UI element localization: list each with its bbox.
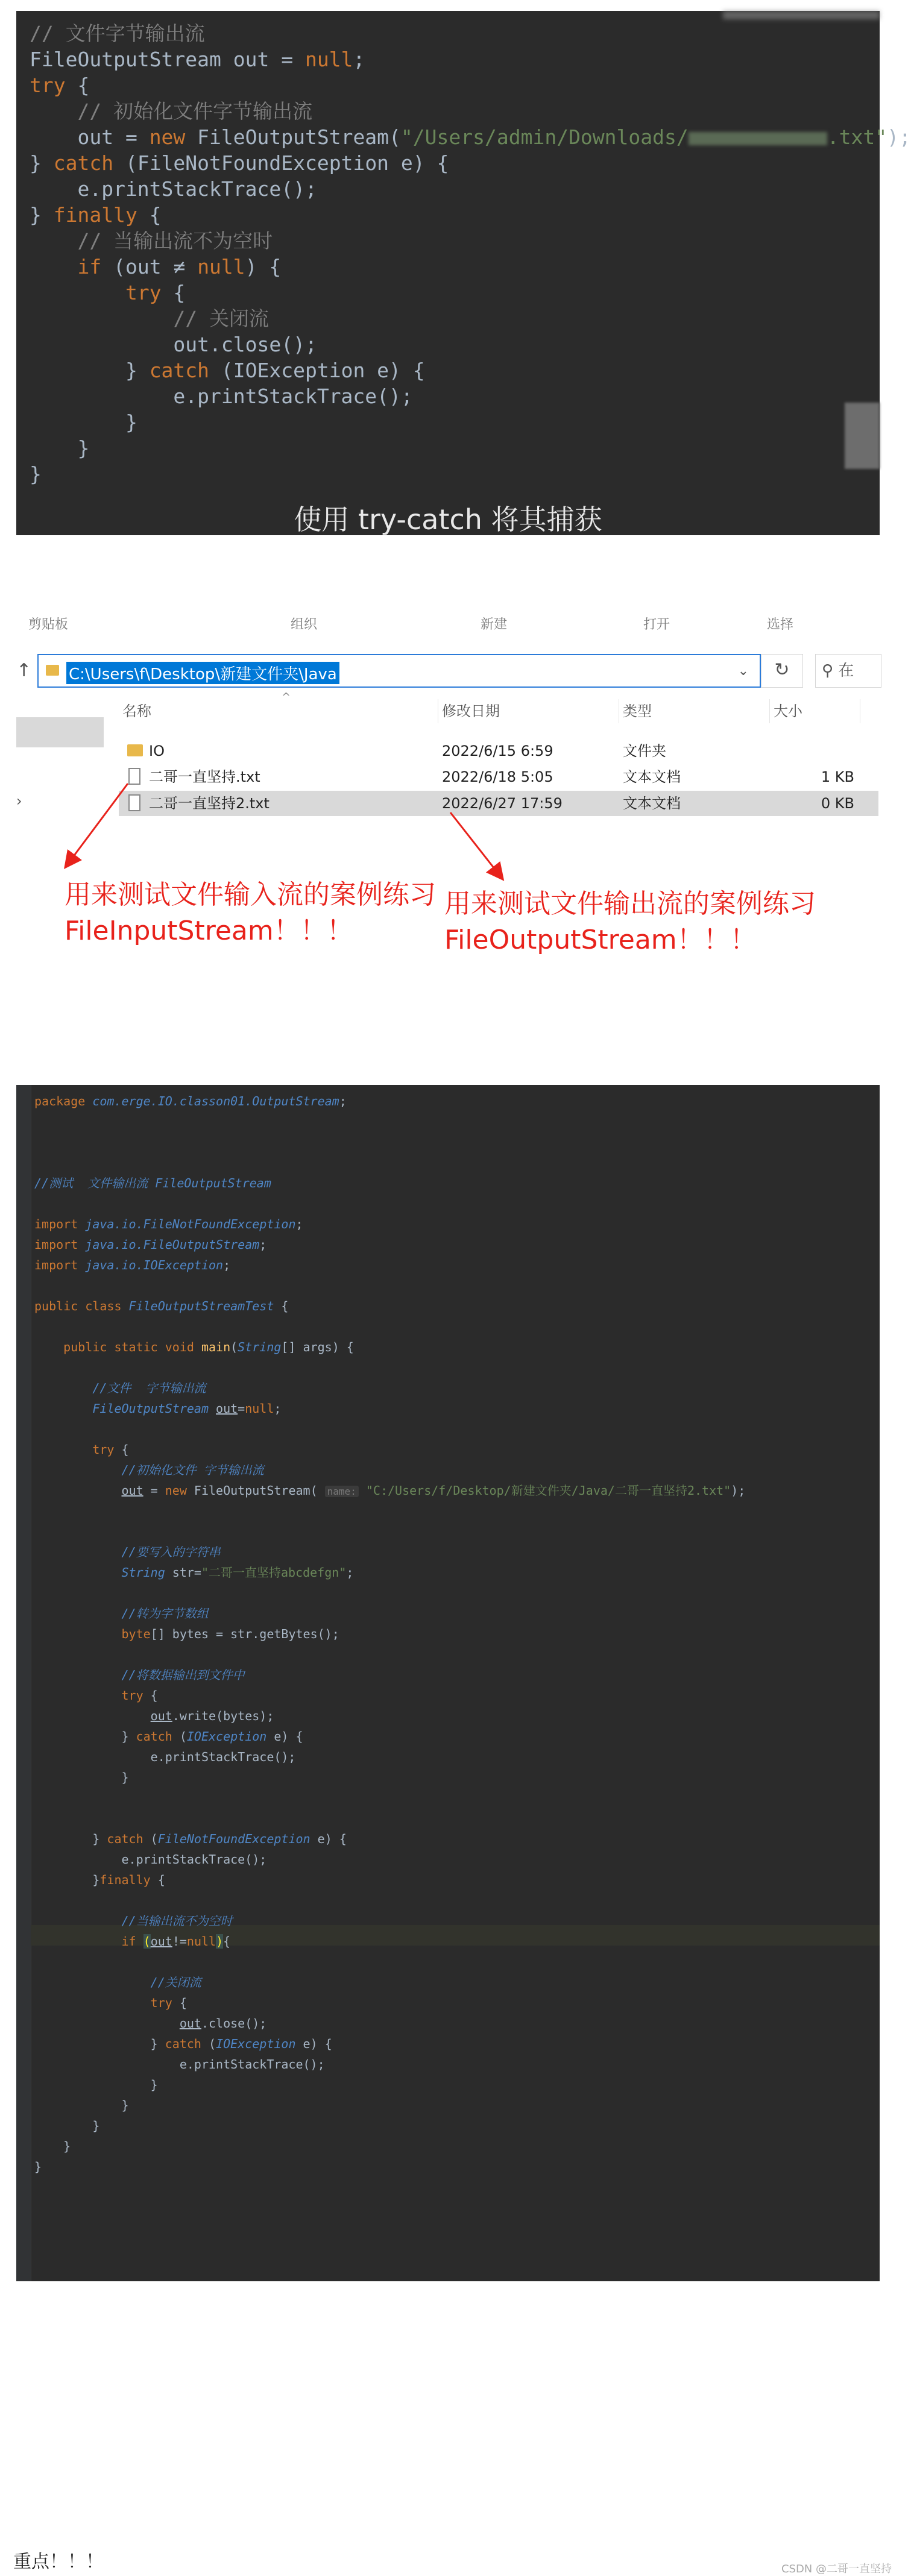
code-line bbox=[30, 98, 911, 124]
search-icon: ⚲ bbox=[822, 662, 834, 680]
code-line bbox=[34, 1685, 745, 1706]
code-line bbox=[34, 1952, 745, 1972]
code-line bbox=[34, 1829, 745, 1849]
code-token: != bbox=[172, 1934, 187, 1949]
column-headers bbox=[119, 691, 878, 723]
search-placeholder: 在 bbox=[838, 662, 854, 680]
code-line bbox=[34, 1993, 745, 2013]
code-token: [] args) { bbox=[281, 1340, 354, 1354]
code-token: com.erge.IO.classon01.OutputStream bbox=[92, 1094, 339, 1108]
ribbon-group-organize: 组织 bbox=[291, 617, 318, 632]
code-token bbox=[209, 1401, 216, 1416]
code-line bbox=[30, 461, 911, 487]
code-line bbox=[34, 1603, 745, 1624]
code-token: } bbox=[34, 2037, 165, 2051]
code-line bbox=[34, 1890, 745, 1911]
column-header-date[interactable]: 修改日期 bbox=[438, 699, 619, 723]
code-token: try bbox=[121, 1688, 143, 1703]
code-token: catch bbox=[107, 1832, 143, 1846]
code-line bbox=[30, 383, 911, 409]
code-line bbox=[34, 1255, 745, 1275]
code-token: import bbox=[34, 1258, 86, 1272]
code-line bbox=[34, 1296, 745, 1316]
column-header-size[interactable]: 大小 bbox=[770, 699, 860, 723]
annotation-input-stream bbox=[65, 877, 436, 949]
code-token: ; bbox=[259, 1237, 267, 1252]
code-token: String bbox=[121, 1565, 165, 1580]
code-token: try bbox=[30, 74, 66, 97]
code-token: ; bbox=[339, 1094, 347, 1108]
code-line bbox=[34, 1152, 745, 1173]
code-line bbox=[34, 2157, 745, 2177]
code-token: null bbox=[304, 48, 353, 71]
up-arrow-icon[interactable]: ↑ bbox=[16, 660, 32, 681]
code-token: // 文件字节输出流 bbox=[30, 22, 205, 45]
redacted-text bbox=[689, 132, 827, 145]
code-token: (IOException e) { bbox=[209, 359, 425, 382]
code-line bbox=[34, 1521, 745, 1542]
code-token bbox=[30, 255, 77, 278]
code-token: { bbox=[143, 1688, 158, 1703]
code-line bbox=[34, 2054, 745, 2075]
code-token: out bbox=[150, 1934, 172, 1949]
nav-pane-selected-item[interactable] bbox=[16, 717, 104, 747]
code-token: } bbox=[30, 151, 54, 175]
code-line bbox=[34, 1583, 745, 1603]
code-token: { bbox=[161, 281, 186, 304]
code-line bbox=[34, 1234, 745, 1255]
code-token bbox=[34, 1483, 122, 1498]
code-token: e.printStackTrace(); bbox=[30, 177, 317, 201]
code-token: ; bbox=[346, 1565, 354, 1580]
ribbon-group-select: 选择 bbox=[767, 617, 794, 632]
code-line bbox=[34, 1726, 745, 1747]
code-line bbox=[30, 176, 911, 202]
code-token: ( bbox=[143, 1934, 151, 1949]
code-line bbox=[34, 2116, 745, 2136]
code-token: } bbox=[30, 359, 150, 382]
code-line bbox=[30, 306, 911, 331]
code-token: catch bbox=[165, 2037, 201, 2051]
file-type: 文本文档 bbox=[623, 768, 681, 785]
code-token: "二哥一直坚持abcdefgn" bbox=[201, 1565, 347, 1580]
code-token: e) { bbox=[295, 2037, 332, 2051]
code-line bbox=[34, 1357, 745, 1378]
code-token: } bbox=[34, 2098, 129, 2113]
nav-pane-expander[interactable]: › bbox=[16, 793, 22, 809]
code-token: .close(); bbox=[201, 2016, 267, 2031]
code-token: FileOutputStream out = bbox=[30, 48, 305, 71]
code-line bbox=[34, 1870, 745, 1890]
code-line bbox=[34, 1480, 745, 1501]
annotation-input-line1: 用来测试文件输入流的案例练习 bbox=[65, 879, 436, 910]
annotation-arrows bbox=[16, 765, 880, 886]
folder-icon bbox=[127, 744, 143, 756]
blurred-overlay bbox=[723, 11, 880, 19]
code-line bbox=[34, 1562, 745, 1583]
code-token: e.printStackTrace(); bbox=[30, 385, 413, 408]
arrow-to-output-file bbox=[450, 812, 499, 874]
code-line bbox=[34, 1173, 745, 1193]
code-token: } bbox=[34, 1832, 107, 1846]
annotation-output-line1: 用来测试文件输出流的案例练习 bbox=[444, 888, 816, 919]
code-token: out = bbox=[30, 125, 150, 149]
file-date: 2022/6/18 5:05 bbox=[442, 768, 553, 785]
code-line bbox=[34, 1091, 745, 1111]
code-line bbox=[34, 1501, 745, 1521]
code-line bbox=[34, 1849, 745, 1870]
code-token: out bbox=[150, 1709, 172, 1723]
code-line bbox=[34, 1706, 745, 1726]
code-token: //将数据输出到文件中 bbox=[34, 1668, 245, 1682]
code-token: null bbox=[197, 255, 245, 278]
code-token: ) bbox=[216, 1934, 224, 1949]
code-token: public static void bbox=[63, 1340, 201, 1354]
arrow-to-input-file bbox=[69, 784, 128, 862]
file-row[interactable] bbox=[119, 738, 878, 764]
code-token: ( bbox=[230, 1340, 238, 1354]
code-token: ); bbox=[731, 1483, 746, 1498]
code-token: //要写入的字符串 bbox=[34, 1545, 221, 1559]
code-token: // 关闭流 bbox=[30, 307, 270, 330]
folder-icon bbox=[46, 665, 59, 676]
chevron-down-icon[interactable]: ⌄ bbox=[737, 664, 749, 679]
code-line bbox=[34, 1788, 745, 1808]
code-token: catch bbox=[149, 359, 210, 382]
code-token: java.io.FileOutputStream bbox=[85, 1237, 260, 1252]
code-token: java.io.FileNotFoundException bbox=[85, 1217, 296, 1231]
code-line bbox=[34, 1316, 745, 1337]
code-token: } bbox=[30, 410, 137, 434]
code-token: e.printStackTrace(); bbox=[34, 1750, 296, 1764]
code-token: out.close(); bbox=[30, 333, 317, 356]
code-token: try bbox=[125, 281, 162, 304]
code-token: ; bbox=[353, 48, 365, 71]
address-path[interactable]: C:\Users\f\Desktop\新建文件夹\Java bbox=[66, 662, 339, 684]
column-header-type[interactable]: 类型 bbox=[619, 699, 770, 723]
video-code-screenshot bbox=[16, 11, 911, 536]
code-token: public class bbox=[34, 1299, 129, 1313]
code-line bbox=[34, 1193, 745, 1214]
sort-caret-icon: ^ bbox=[282, 691, 291, 703]
code-line bbox=[30, 254, 911, 280]
csdn-watermark: CSDN @二哥一直坚持 bbox=[781, 2563, 892, 2575]
code-line bbox=[34, 1931, 745, 1952]
code-token: } bbox=[34, 2119, 100, 2133]
code-token: FileOutputStream( bbox=[186, 1483, 325, 1498]
code-block bbox=[30, 20, 911, 487]
code-token: if bbox=[121, 1934, 136, 1949]
code-line bbox=[34, 2136, 745, 2157]
code-line bbox=[34, 1132, 745, 1152]
code-token: java.io.IOException bbox=[85, 1258, 224, 1272]
code-line bbox=[34, 1111, 745, 1132]
code-token: catch bbox=[53, 151, 114, 175]
address-bar[interactable] bbox=[37, 654, 761, 688]
code-token: out bbox=[121, 1483, 143, 1498]
code-token: { bbox=[172, 1996, 187, 2010]
code-token: out bbox=[216, 1401, 238, 1416]
code-token bbox=[34, 1996, 151, 2010]
code-token: //关闭流 bbox=[34, 1975, 201, 1990]
code-token: byte bbox=[121, 1627, 151, 1641]
code-line bbox=[30, 46, 911, 72]
code-line bbox=[30, 435, 911, 461]
code-token: finally bbox=[99, 1873, 151, 1887]
code-line bbox=[30, 202, 911, 228]
code-token: (FileNotFoundException e) { bbox=[113, 151, 449, 175]
code-token: { bbox=[65, 74, 90, 97]
code-token: // 当输出流不为空时 bbox=[30, 229, 273, 253]
ribbon-group-new: 新建 bbox=[481, 617, 508, 632]
code-line bbox=[34, 1378, 745, 1398]
blurred-thumbnail bbox=[845, 403, 880, 469]
file-name: IO bbox=[149, 743, 165, 759]
code-token: } bbox=[34, 1729, 136, 1744]
code-token: [] bytes = str.getBytes(); bbox=[150, 1627, 339, 1641]
annotation-output-line2: FileOutputStream！！！ bbox=[444, 925, 757, 955]
code-token: ; bbox=[274, 1401, 282, 1416]
ide-code-editor bbox=[16, 1085, 880, 2281]
code-token bbox=[34, 1340, 63, 1354]
code-token bbox=[34, 1401, 92, 1416]
code-token: } bbox=[30, 436, 90, 460]
code-line bbox=[34, 1460, 745, 1480]
code-line bbox=[30, 409, 911, 435]
code-token bbox=[34, 1709, 151, 1723]
code-line bbox=[34, 1542, 745, 1562]
code-line bbox=[34, 2013, 745, 2034]
code-line bbox=[30, 72, 911, 98]
code-token bbox=[136, 1934, 143, 1949]
code-line bbox=[34, 1972, 745, 1993]
code-token: String bbox=[238, 1340, 282, 1354]
code-line bbox=[30, 20, 911, 46]
code-token: name: bbox=[325, 1486, 359, 1497]
address-bar-row bbox=[16, 654, 880, 690]
code-token bbox=[34, 1565, 122, 1580]
code-token: ; bbox=[223, 1258, 231, 1272]
code-token: FileOutputStreamTest bbox=[128, 1299, 274, 1313]
code-token: //当输出流不为空时 bbox=[34, 1914, 233, 1928]
code-line bbox=[34, 1911, 745, 1931]
code-token: //初始化文件 字节输出流 bbox=[34, 1463, 264, 1477]
code-token: null bbox=[186, 1934, 216, 1949]
video-subtitle: 使用 try-catch 将其捕获 bbox=[294, 503, 602, 536]
code-token: str= bbox=[165, 1565, 201, 1580]
code-token: import bbox=[34, 1237, 86, 1252]
code-token: FileNotFoundException bbox=[157, 1832, 310, 1846]
code-token: out bbox=[179, 2016, 201, 2031]
code-line bbox=[34, 1624, 745, 1644]
code-token: ( bbox=[143, 1832, 158, 1846]
code-line bbox=[34, 1398, 745, 1419]
code-token: //文件 字节输出流 bbox=[34, 1381, 206, 1395]
code-token: } bbox=[34, 2078, 158, 2092]
code-line bbox=[34, 2095, 745, 2116]
code-token: new bbox=[165, 1483, 187, 1498]
code-line bbox=[34, 1439, 745, 1460]
code-token: } bbox=[34, 2139, 71, 2153]
code-token: new bbox=[149, 125, 186, 149]
code-token: null bbox=[245, 1401, 274, 1416]
code-token: //测试 文件输出流 FileOutputStream bbox=[34, 1176, 271, 1190]
code-token: FileOutputStream( bbox=[185, 125, 401, 149]
code-token: try bbox=[92, 1442, 115, 1457]
refresh-icon: ↻ bbox=[774, 659, 790, 680]
code-token: try bbox=[150, 1996, 172, 2010]
code-line bbox=[34, 2075, 745, 2095]
code-token: } bbox=[34, 1873, 100, 1887]
file-date: 2022/6/15 6:59 bbox=[442, 743, 553, 759]
code-token: { bbox=[137, 203, 162, 227]
file-date: 2022/6/27 17:59 bbox=[442, 795, 563, 812]
code-token: e) { bbox=[266, 1729, 303, 1744]
code-token: // 初始化文件字节输出流 bbox=[30, 99, 313, 123]
annotation-output-stream bbox=[444, 886, 816, 958]
file-size: 1 KB bbox=[821, 768, 854, 785]
code-token: //转为字节数组 bbox=[34, 1606, 209, 1621]
code-line bbox=[34, 1747, 745, 1767]
code-token: e) { bbox=[310, 1832, 347, 1846]
code-line bbox=[30, 150, 911, 176]
code-token: if bbox=[77, 255, 102, 278]
code-token bbox=[34, 1934, 122, 1949]
file-size: 0 KB bbox=[821, 795, 854, 812]
code-token: IOException bbox=[186, 1729, 267, 1744]
code-token: { bbox=[114, 1442, 129, 1457]
code-token: "C:/Users/f/Desktop/新建文件夹/Java/二哥一直坚持2.txt" bbox=[365, 1483, 731, 1498]
code-token: .write(bytes); bbox=[172, 1709, 274, 1723]
code-token: package bbox=[34, 1094, 93, 1108]
code-line bbox=[34, 1214, 745, 1234]
ribbon-group-clipboard: 剪贴板 bbox=[28, 617, 69, 632]
code-token: } bbox=[34, 2160, 42, 2174]
code-token bbox=[34, 1688, 122, 1703]
code-token: import bbox=[34, 1217, 86, 1231]
code-token: e.printStackTrace(); bbox=[34, 2057, 325, 2072]
editor-gutter bbox=[16, 1085, 31, 2281]
code-line bbox=[34, 1337, 745, 1357]
file-type: 文件夹 bbox=[623, 743, 666, 759]
code-token: ; bbox=[295, 1217, 303, 1231]
code-token: .txt" bbox=[827, 125, 887, 149]
code-line bbox=[30, 331, 911, 357]
file-name: 二哥一直坚持2.txt bbox=[149, 795, 270, 812]
code-token: ( bbox=[172, 1729, 187, 1744]
code-token: } bbox=[30, 203, 54, 227]
code-token: (out ≠ bbox=[101, 255, 198, 278]
code-token: FileOutputStream bbox=[92, 1401, 209, 1416]
code-token: e.printStackTrace(); bbox=[34, 1852, 267, 1867]
ribbon-group-open: 打开 bbox=[643, 617, 670, 632]
code-token: ( bbox=[201, 2037, 216, 2051]
code-line bbox=[34, 1644, 745, 1665]
code-token: ) { bbox=[245, 255, 282, 278]
code-line bbox=[34, 1275, 745, 1296]
code-token: { bbox=[274, 1299, 289, 1313]
code-line bbox=[34, 2034, 745, 2054]
code-token: { bbox=[150, 1873, 165, 1887]
file-name: 二哥一直坚持.txt bbox=[149, 768, 260, 785]
code-token bbox=[34, 2016, 180, 2031]
code-token: main bbox=[201, 1340, 231, 1354]
search-input[interactable] bbox=[815, 654, 881, 688]
file-type: 文本文档 bbox=[623, 795, 681, 812]
code-token bbox=[34, 1627, 122, 1641]
code-token: ); bbox=[887, 125, 911, 149]
code-token: IOException bbox=[216, 2037, 296, 2051]
code-token bbox=[359, 1483, 366, 1498]
code-token: } bbox=[30, 462, 42, 486]
code-token: catch bbox=[136, 1729, 172, 1744]
code-line bbox=[30, 124, 911, 150]
code-token bbox=[30, 281, 125, 304]
refresh-button[interactable] bbox=[761, 654, 803, 688]
code-line bbox=[30, 280, 911, 306]
code-token: = bbox=[143, 1483, 165, 1498]
code-block bbox=[34, 1091, 745, 2177]
column-header-name[interactable]: 名称 bbox=[119, 699, 438, 723]
code-line bbox=[34, 1419, 745, 1439]
code-line bbox=[34, 1767, 745, 1788]
code-token: = bbox=[238, 1401, 245, 1416]
file-size bbox=[770, 738, 854, 764]
code-token: finally bbox=[53, 203, 137, 227]
code-line bbox=[34, 1808, 745, 1829]
code-token: } bbox=[34, 1770, 129, 1785]
code-line bbox=[34, 1665, 745, 1685]
code-line bbox=[30, 228, 911, 254]
code-token: { bbox=[223, 1934, 231, 1949]
file-explorer-window bbox=[16, 617, 880, 982]
code-token: "/Users/admin/Downloads/ bbox=[400, 125, 689, 149]
important-note: 重点！！！ bbox=[13, 2551, 104, 2572]
code-line bbox=[30, 357, 911, 383]
annotation-input-line2: FileInputStream！！！ bbox=[65, 916, 353, 946]
code-token bbox=[34, 1442, 92, 1457]
